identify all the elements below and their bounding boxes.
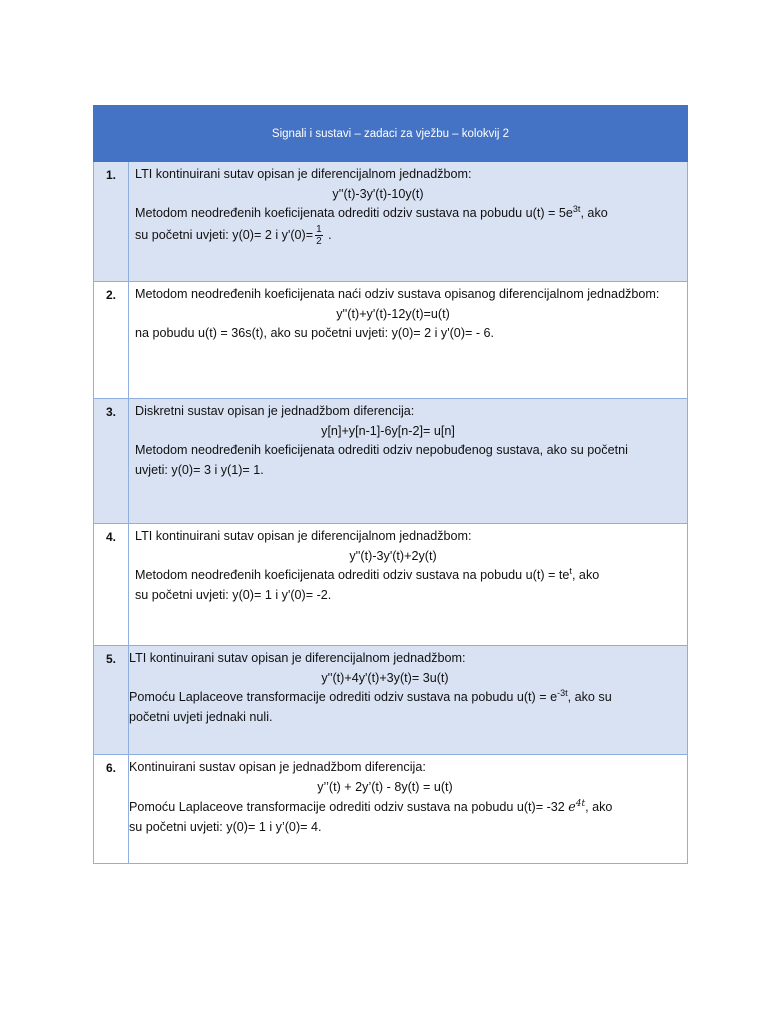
task-text <box>129 399 688 524</box>
task-equation: y''(t)+y'(t)-12y(t)=u(t) <box>336 306 450 321</box>
task-statement: Kontinuirani sustav opisan je jednadžbom diferencija: <box>129 760 426 774</box>
task-number: 1. <box>94 162 129 282</box>
tasks-table-2 <box>93 645 688 864</box>
task-number: 2. <box>94 282 129 399</box>
task-question: Pomoću Laplaceove transformacije odrediti odziv sustava na pobudu u(t)= -32 $e^{4t}$, ako <box>129 798 613 814</box>
task-text <box>129 646 688 755</box>
task-row-2 <box>94 282 688 399</box>
tasks-table-1 <box>93 105 688 649</box>
task-text <box>129 282 688 399</box>
task-statement: LTI kontinuirani sutav opisan je diferencijalnom jednadžbom: <box>135 167 472 181</box>
task-statement: LTI kontinuirani sutav opisan je diferencijalnom jednadžbom: <box>129 651 466 665</box>
task-conditions: su početni uvjeti: y(0)= 1 i y’(0)= 4. <box>129 819 322 834</box>
task-equation: y''(t)-3y'(t)-10y(t) <box>332 186 424 201</box>
task-text <box>129 755 688 864</box>
task-equation: y''(t)+4y'(t)+3y(t)= 3u(t) <box>321 670 449 685</box>
task-row-6 <box>94 755 688 864</box>
task-question: Metodom neodređenih koeficijenata odrediti odziv sustava na pobudu $u(t) = 5e^{3t}$, ako <box>135 203 608 220</box>
task-statement: Diskretni sustav opisan je jednadžbom diferencija: <box>135 404 415 418</box>
task-row-4 <box>94 524 688 649</box>
task-conditions: su početni uvjeti: y(0)= 2 i y'(0)= $\frac{1}{2}$ . <box>135 223 332 247</box>
task-question: Metodom neodređenih koeficijenata odrediti odziv sustava na pobudu $u(t) = te^t$, ako <box>135 565 600 582</box>
task-question: Metodom neodređenih koeficijenata odrediti odziv nepobuđenog sustava, ako su početni uvjeti: y(0)= 3 i y(1)= 1. <box>135 443 628 477</box>
task-conditions: su početni uvjeti: y(0)= 1 i y'(0)= -2. <box>135 587 332 602</box>
task-statement: Metodom neodređenih koeficijenata naći odziv sustava opisanog diferencijalnom jednadžbom: <box>135 287 660 301</box>
task-number: 5. <box>94 646 129 755</box>
task-equation: y''(t)-3y'(t)+2y(t) <box>349 548 437 563</box>
task-statement: LTI kontinuirani sutav opisan je diferencijalnom jednadžbom: <box>135 529 472 543</box>
task-row-3 <box>94 399 688 524</box>
task-conditions: početni uvjeti jednaki nuli. <box>129 709 273 724</box>
header-row <box>94 106 688 162</box>
document-title: Signali i sustavi – zadaci za vježbu – kolokvij 2 <box>94 106 688 162</box>
task-text <box>129 162 688 282</box>
task-question: Pomoću Laplaceove transformacije odrediti odziv sustava na pobudu $u(t) = e^{-3t}$, ako su <box>129 687 612 704</box>
task-number: 6. <box>94 755 129 864</box>
task-number: 4. <box>94 524 129 649</box>
task-number: 3. <box>94 399 129 524</box>
task-text <box>129 524 688 649</box>
task-equation: y’’(t) + 2y’(t) - 8y(t) = u(t) <box>317 779 453 794</box>
task-row-5 <box>94 646 688 755</box>
task-conditions: na pobudu u(t) = 36s(t), ako su početni uvjeti: y(0)= 2 i y'(0)= - 6. <box>135 326 495 340</box>
fraction: $\frac{1}{2}$ <box>316 223 322 247</box>
task-row-1 <box>94 162 688 282</box>
task-equation: y[n]+y[n-1]-6y[n-2]= u[n] <box>321 423 455 438</box>
